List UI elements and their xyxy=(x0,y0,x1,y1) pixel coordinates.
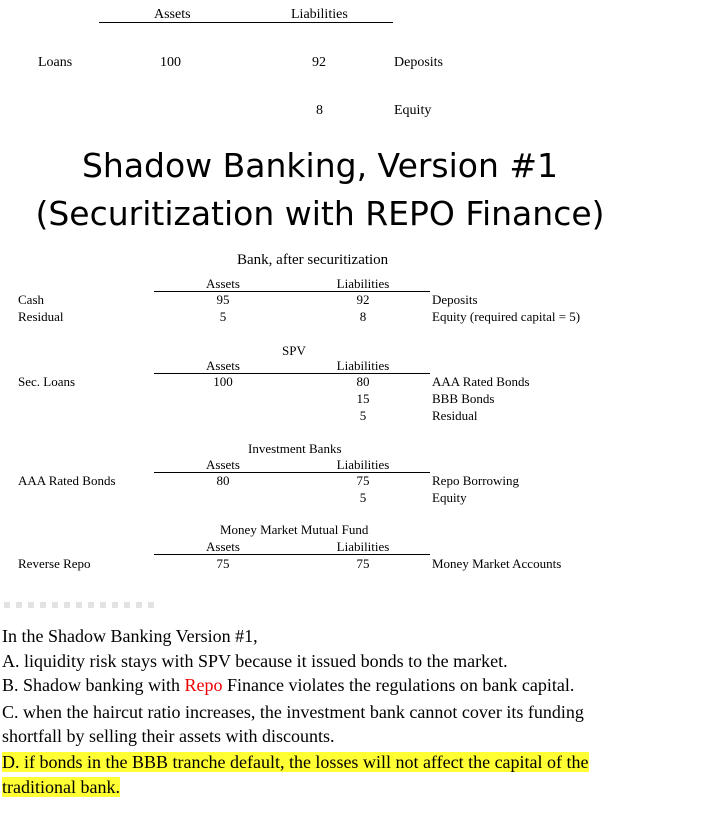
top-row-asset: 100 xyxy=(160,55,181,70)
top-row-right-label: Deposits xyxy=(394,55,443,70)
bank-row-liability: 92 xyxy=(356,292,370,307)
bank-row-right-label: Deposits xyxy=(432,292,478,307)
spv-row-label: Sec. Loans xyxy=(18,374,76,389)
bank-row-right-label: Equity (required capital = 5) xyxy=(432,309,581,324)
top-row-liability: 92 xyxy=(312,55,326,70)
ib-row-right-label: Equity xyxy=(432,490,467,505)
bank-liabilities-header: Liabilities xyxy=(336,276,390,291)
spv-row-asset: 100 xyxy=(213,374,233,389)
top-row-right-label: Equity xyxy=(394,103,432,118)
bank-header-rule xyxy=(154,291,430,292)
spv-liabilities-header: Liabilities xyxy=(336,358,390,373)
bank-row-asset: 95 xyxy=(216,292,230,307)
spv-row-liability: 15 xyxy=(356,391,370,406)
option-b[interactable] xyxy=(2,673,574,698)
ib-row-liability: 5 xyxy=(359,490,367,505)
option-b-suffix: Finance violates the regulations on bank capital. xyxy=(222,675,575,695)
top-liabilities-header: Liabilities xyxy=(291,7,348,22)
mmmf-row-asset: 75 xyxy=(216,556,230,571)
top-header-rule xyxy=(99,22,393,23)
spv-row-right-label: AAA Rated Bonds xyxy=(432,374,530,389)
crop-artifact xyxy=(4,602,154,608)
mmmf-assets-header: Assets xyxy=(206,539,240,554)
option-d-line2: traditional bank. xyxy=(2,777,120,797)
spv-assets-header: Assets xyxy=(206,358,240,373)
mmmf-row-label: Reverse Repo xyxy=(18,556,91,571)
bank-row-label: Residual xyxy=(18,309,64,324)
question-stem: In the Shadow Banking Version #1, xyxy=(2,626,258,646)
option-b-prefix: B. Shadow banking with xyxy=(2,675,185,695)
bank-row-liability: 8 xyxy=(359,309,367,324)
ib-row-asset: 80 xyxy=(216,473,230,488)
option-a[interactable]: A. liquidity risk stays with SPV because it issued bonds to the market. xyxy=(2,651,508,671)
top-row-label: Loans xyxy=(38,55,73,70)
top-assets-header: Assets xyxy=(154,7,191,22)
ib-title: Investment Banks xyxy=(248,441,342,456)
spv-row-right-label: Residual xyxy=(432,408,478,423)
option-b-red-word: Repo xyxy=(184,675,223,695)
ib-assets-header: Assets xyxy=(206,457,240,472)
top-row-liability: 8 xyxy=(316,103,323,118)
option-c-line1: C. when the haircut ratio increases, the investment bank cannot cover its funding xyxy=(2,702,584,722)
ib-row-liability: 75 xyxy=(356,473,370,488)
spv-row-liability: 80 xyxy=(356,374,370,389)
option-d-line1: D. if bonds in the BBB tranche default, the losses will not affect the capital of the xyxy=(2,752,589,772)
bank-row-label: Cash xyxy=(18,292,44,307)
ib-liabilities-header: Liabilities xyxy=(336,457,390,472)
mmmf-row-right-label: Money Market Accounts xyxy=(432,556,562,571)
option-c-line2: shortfall by selling their assets with discounts. xyxy=(2,726,335,746)
slide-title-line1: Shadow Banking, Version #1 xyxy=(81,146,559,185)
bank-title: Bank, after securitization xyxy=(237,252,389,268)
mmmf-title: Money Market Mutual Fund xyxy=(220,522,369,537)
ib-row-right-label: Repo Borrowing xyxy=(432,473,520,488)
spv-title: SPV xyxy=(282,343,306,358)
spv-row-liability: 5 xyxy=(359,408,367,423)
ib-header-rule xyxy=(154,472,430,473)
spv-row-right-label: BBB Bonds xyxy=(432,391,495,406)
slide-title-line2: (Securitization with REPO Finance) xyxy=(35,194,605,233)
spv-header-rule xyxy=(154,373,430,374)
bank-assets-header: Assets xyxy=(206,276,240,291)
mmmf-header-rule xyxy=(154,554,430,555)
ib-row-label: AAA Rated Bonds xyxy=(18,473,116,488)
mmmf-liabilities-header: Liabilities xyxy=(336,539,390,554)
bank-row-asset: 5 xyxy=(219,309,227,324)
mmmf-row-liability: 75 xyxy=(356,556,370,571)
